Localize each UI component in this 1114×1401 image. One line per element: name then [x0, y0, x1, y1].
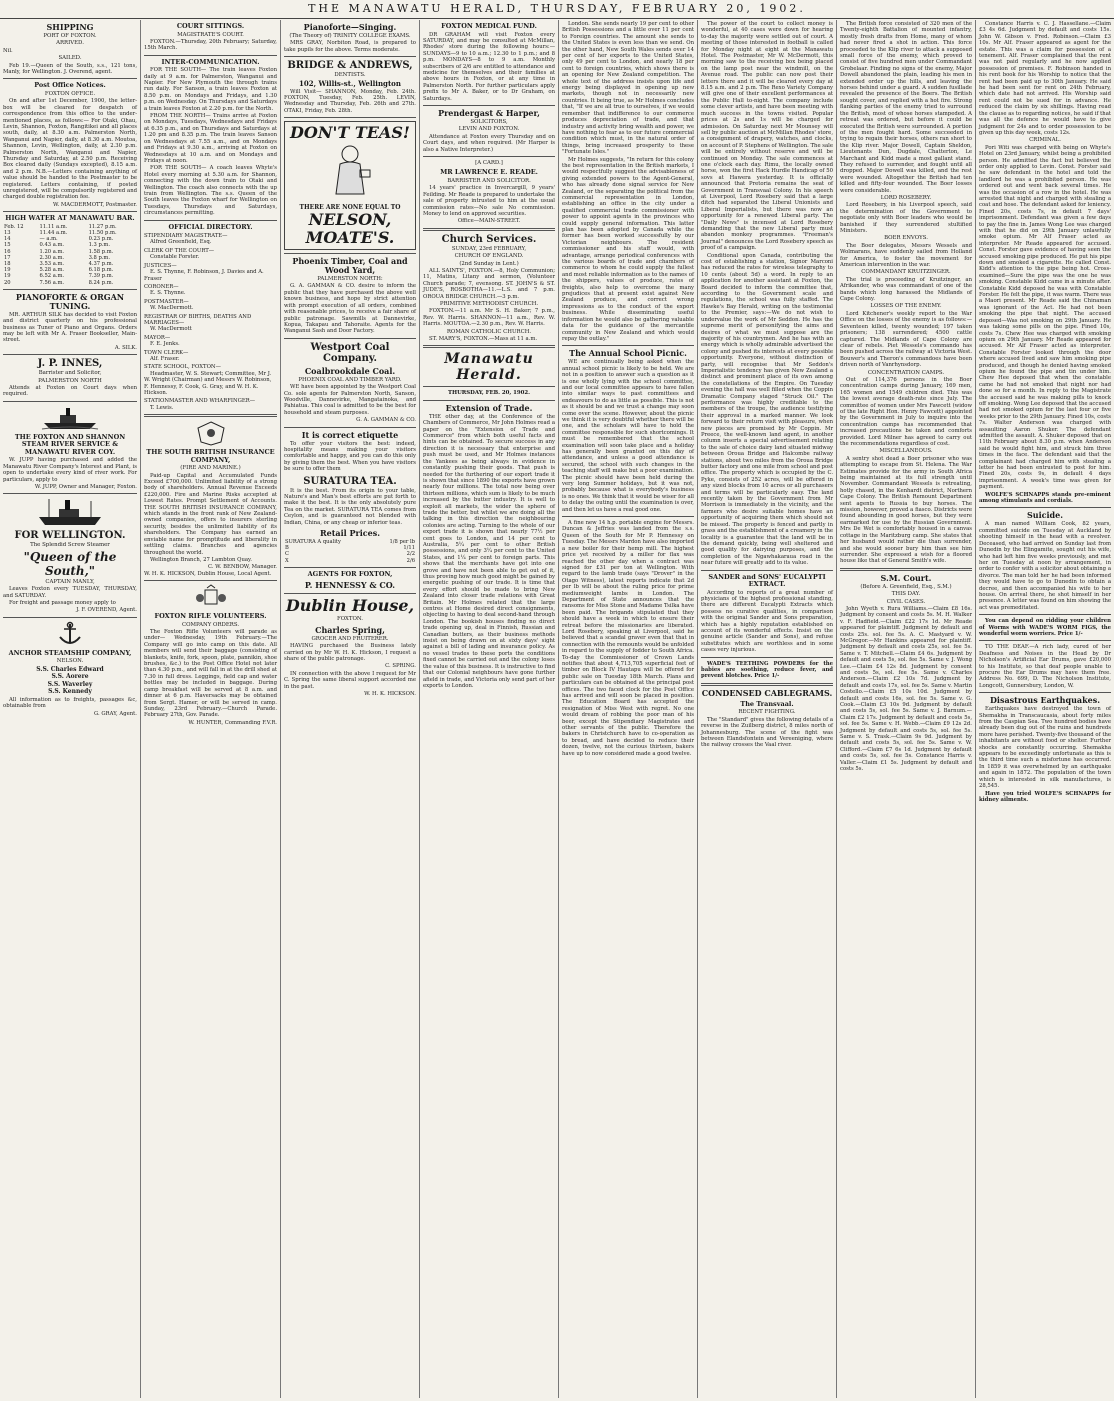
church-date: SUNDAY, 23rd FEBRUARY,	[451, 245, 527, 252]
tide-cell: 2.30 a.m.	[39, 254, 65, 261]
agents-heading: AGENTS FOR FOXTON,	[307, 569, 393, 578]
tide-cell: 4.37 p.m.	[88, 260, 114, 267]
losses-text: Lord Kitchener's weekly report to the War Office on the losses of the enemy is as follows:—Seventeen killed, twenty wounded; 197 taken prisoners; 138 surrendered; 4500 cattle captured. The Midlands of Cape Colony are clear of rebels. Piet Wessels's commando has been pushed across the railway at Victoria West. Bouwer's and Theron's commandoes have been driven north of Vanrhynsdorp.	[840, 310, 972, 369]
insurance-text: Paid-up Capital and Accumulated Funds Exceed £700,000. Unlimited liability of a strong body of shareholders. Annual Revenue Exceeds £220,000. Fire and Marine Risks accepted at Lowest Rates. Prompt Settlement of Accounts. THE SOUTH BRITISH INSURANCE COMPANY, which stands in the front rank of New Zealand-owned companies, offers to insurers sterling security, besides the unlimited liability of its shareholders. The Company has earned an enviable name for promptitude and liberality in settling claims. Branches and agencies throughout the world.	[144, 472, 277, 556]
westport-sign: G. A. GAMMAN & CO.	[356, 417, 416, 424]
sailed-label: SAILED.	[58, 55, 82, 62]
tea-advertisement	[284, 121, 416, 250]
sm-court-heading: S.M. Court.	[880, 572, 932, 583]
column-2	[140, 20, 280, 1398]
this-day: THIS DAY.	[891, 591, 921, 598]
hickson-sign: W. H. K. HICKSON.	[364, 691, 416, 697]
court-sub: MAGISTRATE'S COURT.	[177, 31, 244, 38]
arrived-nil: Nil.	[3, 47, 13, 54]
tide-cell: 13	[4, 229, 11, 236]
tide-cell: 7.56 a.m.	[39, 279, 65, 286]
tea-ad-bottom: NELSON, MOATE'S.	[305, 210, 395, 248]
suicide-heading: Suicide.	[1026, 510, 1063, 521]
anchor-sign: G. GRAY, Agent.	[94, 710, 137, 717]
tea-drinker-illustration	[320, 142, 380, 202]
retail-row	[284, 558, 416, 564]
suicide-text: A man named William Cook, 82 years, committed suicide on Tuesday at Auckland by shooting himself in the head with a revolver. Deceased, who had arrived on Sunday last from Dunedin by the Elingamite, sought out his wife, who had left him five weeks previously, and met her on Tuesday at noon by arrangement, in order to confer with a solicitor about obtaining a divorce. The man told her he had been informed they would have to go to Dunedin to obtain a decree, and then accompanied his wife to her house. On arrival there, he shot himself in her presence. A letter was found on him showing the act was premeditated.	[979, 521, 1111, 611]
directory-office: POSTMASTER—	[144, 298, 189, 305]
solicitors-sub: SOLICITORS,	[470, 118, 508, 125]
tide-cell: 20	[4, 279, 11, 286]
local-news-2: Conditional upon Canada, contributing the cost of establishing a station, Signor Marconi has reduced the rates for wireless telegraphy to 10 cents (about 5d) a word. In reply to an application for another assistant at Foxton, the Board decided to inform the committee that, according to the Government scale and regulations, the school was fully staffed. The Hawke's Bay Herald, writing on the testimonial to the Premier, says:—We do not wish to undervalue the work of Mr Seddon. He has the supreme merit of personifying the aims and desires of what we must suppose are the majority of his countrymen. And he has with an energy which is wholly admirable advertised the colony and pushed its interests at every possible opportunity. Everyone, without distinction of party, will recognise that Mr Seddon's Imperialistic tendency has given New Zealand a distinct and prominent place of its own among the constellations of the Empire. On Tuesday evening the hall was well filled when the Coppin Dramatic Company staged "Struck Oil." The performance was highly creditable to the members of the troupe, the audience testifying their approval in a marked manner. We look forward to their return visit with pleasure, when new pieces are promised by Mr Coppin. Mr Preece, the well-known land agent, in another column inserts a special advertisement relating to the sale of choice dairy land situated midway between Oroua Bridge and Halcombe railway stations, about two miles from the Oroua Bridge butter factory and one mile from school and post office. The property which is occupied by the C. Pyke, consists of 252 acres, will be offered in any sized blocks from 10 acres or all purchasers and terms will be particularly easy. The land recently taken by the Government from Mr Morrison is immediately in the vicinity, and the farmers who desire suitable homes have an opportunity of acquiring them which should not be missed. The property is fenced and partly in grass and the establishment of a creamery in the locality is a guarantee that the land will be in the demand quickly, being well sheltered and good quality for dairying purposes, and the completion of the Ngawhakaraua road in the near future will greatly add to its value.	[701, 252, 833, 567]
tide-cell: 19	[4, 273, 11, 280]
solicitors-text: Attendance at Foxton every Thursday and on Court days, and when required. (Mr Harper is also a Native Interpreter.)	[423, 133, 555, 153]
miscellaneous-text: A sentry shot dead a Boer prisoner who was attempting to escape from St. Helena. The War Estimates provide for the army in South Africa being maintained at its full strength until November. Commandant Wessels is retreating, hotly chased, in the Kenhardt district, Northern Cape Colony. The British Remount Department sent agents to Russia to buy horses. The mission, however, proved a fiasco. Districts were found abounding in good horses, but they were earmarked for use by the Russian Government. Mrs De Wet is comfortably housed in a canvas cottage in the Maritzburg camp. She states that her husband would rather die than surrender, and she would sooner bury him than see him surrender. She expressed a wish for a floored house like that of General Smith's wife.	[840, 455, 972, 565]
steamship-illustration	[35, 497, 105, 527]
cablegrams-heading: CONDENSED CABLEGRAMS.	[701, 687, 833, 698]
suratura-heading: SURATURA TEA.	[303, 475, 397, 487]
criminal-text: Pori Witi was charged with being on Whyte's Hotel on 23rd January, whilst being a prohibited person. He admitted the fact but believed the order only applied to Levin. Const. Forster said he saw defendant in the hotel and told the landlord he was a prohibited person. He was ordered out and went back several times. He was the occasion of a row in the hotel. He was arrested that night and charged with stealing a coat and hose. The defendant asked for leniency. Fined 20s, costs 7s, in default 7 days' imprisonment. Defendant was given a few days to pay the fine in. James Wong Lee was charged with that he did on 29th January unlawfully smoke opium. Mr Alf Fraser acted as interpreter. Mr Reade appeared for accused. Const. Forster gave evidence of having seen the accused smoking pipe produced. He put his pipe down and smoked a cigarette. He called Const. Kidd's attention to the pipe being hot. Cross-examined—Sure the pipe was the one he was smoking. Constable Kidd came in a minute after. Constable Kidd deposed he was with Constable Forster. He felt the pipe, it was warm. There was a Maori present. Mr Reade said the Chinaman was ignorant of the Act. He had not been smoking the pipe that night. The accused deposed—Was not smoking on 29th January. He was taking some pills on the pipe. Fined 10s, costs 7s. Chew Hee was charged with smoking opium on 29th January. Mr Reade appeared for accused. Mr Alf Fraser acted as interpreter. Constable Forster looked through the door where accused lived and saw him smoking pipe produced, and though he denied having smoked opium he found the pipe and tin under him. Chew Hee deposed that when the constable came he had not smoked that night nor had done so for a month. In reply to the Magistrate the accused said he was making pills to knock off smoking. Wong Lee deposed that the accused had not smoked opium for the last four or five weeks prior to the 29th January. Fined 10s, costs 7s. Walter Anderson was charged with assaulting Aaron Shuker. The defendant admitted the assault. A. Shuker deposed that on 11th February about 8.30 p.m. when Anderson said he would fight him, and struck him three times in the face. The defendant said that the complainant had charged him with stealing a letter he had been entrusted to post for him. Fined 20s, costs 9s, in default 4 days imprisonment. A week's time was given for payment.	[979, 144, 1111, 491]
captain-name: CAPTAIN MANLY,	[45, 578, 95, 585]
kritzinger-text: The trial is proceeding of Kruitzinger, an Afrikander, who was commandant of one of the bands which long harassed the Midlands of Cape Colony.	[840, 276, 972, 303]
tide-cell: Feb. 12	[4, 223, 24, 230]
court-text: FOXTON.—Thursday, 20th February; Saturday, 15th March.	[144, 38, 277, 52]
tide-cell: 1.3 p.m.	[88, 242, 110, 249]
ship-item: S.S. Charles Edward	[36, 665, 104, 673]
tide-cell: 3.53 a.m.	[39, 260, 65, 267]
earthquakes-heading: Disastrous Earthquakes.	[989, 695, 1101, 706]
post-office-text: On and after 1st December, 1900, the letter-box will be cleared for despatch of correspondence from this office to the under-mentioned places, as follows:— For Otaki, Ohau, Levin, Shannon, Foxton, Rangitikei and all places south, daily, at 8.30 a.m. Palmerston North, Wanganui and Napier, daily, at 8.30 a.m. Moutoa, Shannon, Levin, Wellington, daily, at 2.30 p.m. Palmerston North, Wanganui and Napier, Thursday and Saturday, at 2.50 p.m. Receiving Box cleared daily (Sundays excepted), 8.15 a.m. and 2 p.m. N.B.—Letters containing anything of value should be handed to the Postmaster to be registered. Letters containing, if posted unregistered, will be compulsorily registered and charged double registration fee.	[3, 98, 137, 201]
column-3	[280, 20, 419, 1398]
westport-heading: Westport Coal Company.	[310, 341, 390, 364]
directory-entry	[144, 398, 277, 411]
dentists-sub: DENTISTS.	[334, 72, 366, 79]
catholic-text: ST. MARY'S, FOXTON.—Mass at 11 a.m.	[429, 336, 538, 343]
from-north-text: FROM THE NORTH— Trains arrive at Foxton on Mondays, Tuesdays, Wednesdays and Fridays at 6.35 p.m., and on Thursdays and Saturdays at 1.20 pm and 8.35 p.m. The train leaves Sanson on Wednesdays at 7.55 a.m., and on Mondays and Fridays at 9.30 a.m., arriving at Foxton on Wednesdays at 10 a.m. and on Mondays and Fridays at noon.	[144, 113, 277, 164]
directory-entry	[144, 263, 277, 282]
card-label: [A CARD.]	[475, 160, 503, 166]
dentists-address: 102, Willis-st., Wellington	[299, 78, 401, 88]
for-south-text: FOR THE SOUTH— A coach leaves Whyte's Hotel every morning at 5.30 a.m. for Shannon, connecting with the down train to Otaki and Wellington. The coach also connects with the up train from Wellington. The s.s. Queen of the South leaves the Foxton wharf for Wellington on Tuesdays, Thursdays and Saturdays, circumstances permitting.	[144, 165, 277, 217]
arrived-label: ARRIVED.	[56, 40, 84, 47]
methodist-text: FOXTON.—11 a.m. Mr S. H. Baker; 7 p.m., Rev. W. Harris. SHANNON—11 a.m., Rev. W. Harris. MOUTOA.—2.30 p.m., Rev. W. Harris.	[423, 308, 555, 328]
insurance-heading: THE SOUTH BRITISH INSURANCE COMPANY,	[146, 448, 275, 464]
insurance-branch: Wellington Branch, 27 Lambton Quay.	[150, 556, 252, 563]
etiquette-heading: It is correct etiquette	[301, 429, 399, 440]
tide-cell: 18	[4, 260, 11, 267]
suratura-text: It is the best. From its origin to your table, Nature's and Man's best efforts are put forth to make it the best. It is the only absolutely pure Tea on the market. SURATURA TEA comes from Ceylon, and is guaranteed not blended with Indian, China, or any cheap or inferior teas.	[284, 487, 416, 526]
directory-holder: Alf. Fraser.	[150, 355, 180, 362]
school-picnic-heading: The Annual School Picnic.	[569, 348, 687, 359]
post-office-heading: Post Office Notices.	[34, 81, 106, 90]
tide-cell: — a.m.	[39, 236, 58, 243]
crest-icon	[194, 420, 228, 446]
innes-title: Barrister and Solicitor,	[38, 370, 102, 377]
timber-place: PALMERSTON NORTH:	[317, 276, 383, 283]
rifle-sub: COMPANY ORDERS.	[181, 621, 240, 628]
tea-ad-top: DON'T TEAS!	[290, 123, 410, 143]
directory-office: JUSTICES—	[144, 262, 177, 269]
column-7	[836, 20, 975, 1398]
dublin-house-place: FOXTON.	[336, 616, 363, 623]
local-news-1: The power of the court to collect money is wonderful, at 40 cases were down for hearing to-day the majority were settled out of court. A meeting of those interested in football is called for Monday night at eight at the Manawatu Hotel. The Postmaster, Mr W. McDermott, this morning saw to the receiving box being placed on the lamp post near the windmill, on the Avenue road. The public can now post their letters there and it will be cleared every day at 8.15 a.m. and 2 p.m. The Rexo Variety Company will give one of their excellent performances at the Public Hall to-night. The company include some clever artists, and have been meeting with much success in the towns visited. Popular prices at 2s and 1s will be charged for admission. On Saturday next Mr Mounsey will sell by public auction at McMillan Rhodes' store, a consignment of drapery, watches, and clocks, on account of P. Stephens of Wellington. The sale will be entirely without reserve and will be continued on Monday. The sale commences at one o'clock each day. Rimu, the locally owned horse, won the first Hack Hurdle Handicap of 50 sovs at Hawera yesterday. It is officially announced that Pretoria remains the seat of Government in Transvaal Colony. In his speech at Liverpool, Lord Rosebery said that a large ditch had separated the Liberal Unionists and Liberal Imperialists, but there was now an opportunity for a renewed Liberal party. The "Daily News" is incensed at Lord Rosebery demanding that the new Liberal party must abandon monkey programmes. "Freeman's Journal" denounces the Lord Rosebery speech as proof of a campaign.	[701, 21, 833, 252]
directory-entry	[144, 233, 277, 246]
tide-cell: 1.58 p.m.	[88, 248, 114, 255]
shipping-heading: SHIPPING	[46, 22, 94, 32]
tide-cell: 17	[4, 254, 11, 261]
directory-office: CORONER—	[144, 283, 179, 290]
worm-figs-ad: You can depend on ridding your children of Worms with WADE'S WORM FIGS, the wonderful worm worriers. Price 1/-	[979, 618, 1111, 637]
tide-cell: 5.28 a.m.	[39, 267, 65, 274]
timber-text: G. A. GAMMAN & CO. desire to inform the public that they have purchased the above well known business, and hope by strict attention with prompt execution of all orders, combined with reasonable prices, to receive a fair share of public patronage. Sawmills at Dannevirke, Kopua, Takapau and Tahoraite. Agents for the Wanganui Sash and Door Factory.	[284, 283, 416, 335]
ship-item: S.S. Kennedy	[48, 688, 92, 696]
directory-entry	[144, 364, 277, 396]
transvaal-heading: The Transvaal.	[740, 699, 794, 708]
camps-heading: CONCENTRATION CAMPS.	[867, 369, 945, 376]
rosebery-text: Lord Rosebery, in his Liverpool speech, said the determination of the Government to negotiate only with Boer leaders who would be banished if they surrendered stultified Ministers.	[840, 202, 972, 234]
directory-entry	[144, 284, 277, 297]
catholic-heading: ROMAN CATHOLIC CHURCH.	[446, 328, 532, 335]
tide-cell: 7.39 p.m.	[88, 273, 114, 280]
shipping-port: PORT OF FOXTON.	[43, 33, 97, 39]
etiquette-text: To offer your visitors the best: indeed, hospitality means making your visitors comfortable and happy, and you can do this only by giving them the best. When you have visitors be sure to offer them	[284, 440, 416, 473]
anchor-text: All information as to freights, passages &c, obtainable from	[3, 696, 137, 710]
directory-office: REGISTRAR OF BIRTHS, DEATHS AND MARRIAGES—	[144, 313, 252, 326]
tide-cell: 1.20 a.m.	[39, 248, 65, 255]
school-picnic-text: WE are continually being asked when the annual school picnic is likely to be held. We are not in a position to answer such a question as it is one wholly lying with the school committee, and our local committee appears to have fallen into similar ways to past committees and endeavours to do as little as possible. This is not as it should be and we trust a change may soon come over the scene. However, about the picnic we think it is very doubtful whether there will be one, and the scholars will have to hold the committee responsible for such shortcomings. It must be remembered that the school examination will soon take place and a holiday has generally been granted on this day of attendance, and unless a good attendance is secured, the school with such changes in the teaching staff will make but a poor examination. The picnic should have been held during the very long Summer holidays, but it was not, probably because what is everybody's business is no ones. We think that it would be wiser for all to delay the outing until the examination is over, and then let us have a real good one.	[562, 359, 694, 513]
issue-date: THURSDAY, FEB. 20, 1902.	[447, 390, 531, 397]
civil-cases-text: John Wyeth v. Rura Williams.—Claim £8 16s. Judgment by consent and costs 5s. M. H. Walker v. F. Hadfield.—Claim £22 17s 1d. Mr Reade appeared for plaintiff. Judgment by default and costs 25s. sol. fee 5s. A. C. Mastyard v. W. McGregor.—Mr Hankins appeared for plaintiff. Judgment by default and costs 25s, sol. fee 5s. Same v. T. Mitchell.—Claim £4 6s. Judgment by default and costs 5s, sol. fee 5s. Same v. J. Wong Lee.—Claim £4 12s 8d. Judgment by consent and costs 5s, sol. fee 5s. Same v. Charles Anderson.—Claim £2 10s 7d. Judgment by default and costs 17s, sol. fee 5s. Same v. Martin Costello.—Claim £5 10s 10d. Judgment by default and costs 16s, sol. fee 5s. Same v. G. Cook.—Claim £3 10s 9d. Judgment by default and costs 5s, sol. fee 5s. Same v. J. Barnum.—Claim £2 17s. Judgment by default and costs 5s, sol. fee 5s. Same v. H. Webb.—Claim £9 12s 2d. Judgment by default and costs 5s, sol. fee 5s. Same v. S. Trask.—Claim 9s 9d. Judgment by default and costs 5s, sol. fee 5s. Same v. W. Clifford.—Claim £7 6s 1d. Judgment by default and costs 5s, sol. fee 5s. Constance Harris v. Valler.—Claim £1 5s. Judgment by default and costs 5s.	[840, 605, 972, 773]
inter-communication-heading: INTER-COMMUNICATION.	[161, 57, 260, 66]
local-news: A fine new 14 h.p. portable engine for Messrs. Duncan & Jeffries was landed from the s.s. Queen of the South for Mr P. Hennessy on Tuesday. The Messrs Mardon have also imported a new boiler for their hemp mill. The highest price yet received by a miller for flax was reached the other day when a contract was signed for £31 per ton at Wellington. With regard to the lamb trade (says "Drover" in the Otago Witness), latest reports indicate that 2d per lb will be about the ruling price for prime mediumweight lambs in London. The Department of State announces that the ransoms for Miss Stone and Madame Tsilka have been paid. The brigands stipulated that they should have a week in which to ensure their retreat before the missionaries are liberated. Lord Rosebery, speaking at Liverpool, said he believed that a scandal graver even that that in connection with the remounts would be unfolded in regard to the supply of fodder to South Africa. To-day the Commissioner of Crown Lands notifies that about 4,713,705 superficial feet of timber on Block IV Hautapu will be offered for public sale on Tuesday 18th March. Plans and particulars can be obtained at the principal post offices. The two faced clock for the Post Office has arrived and will soon be placed in position. The Education Board has accepted the resignation of Miss West with regret. No one would dream of robbing the poor man of his beer, except the Stipendiary Magistrates and other servants of the public. Therefore the bakers in Christchurch have to co-operation as to bread, and have decided to reduce their dozen, twelve, not the curious thirteen, bakers have up to now considered made a good twelve.	[562, 520, 694, 757]
extension-heading: Extension of Trade.	[445, 402, 533, 413]
insurance-agent: W. H. K. HICKSON, Dublin House, Local Agent.	[144, 570, 272, 577]
directory-entry	[144, 248, 277, 261]
innes-place: PALMERSTON NORTH	[38, 377, 102, 384]
directory-entry	[144, 335, 277, 348]
tide-cell: 15	[4, 242, 11, 249]
retail-cell: B	[285, 545, 289, 552]
piano-tuning-sign: A. SILK.	[114, 344, 137, 351]
envoys-text: The Boer delegates, Messrs Wessels and Wolmarans, have suddenly sailed from Holland for America, to foster the movement for American intervention in the war.	[840, 242, 972, 269]
coalbrookdale-heading: Coalbrookdale Coal.	[304, 365, 396, 376]
rifle-sign: W. HUNTER, Commanding F.V.R.	[188, 719, 277, 726]
tide-cell: 11.50 p.m.	[88, 229, 117, 236]
tide-cell: 11.11 a.m.	[39, 223, 68, 230]
directory-holder: F. E. Jenks.	[150, 341, 180, 348]
spring-text: HAVING purchased the Business lately carried on by Mr W. H. K. Hickson, I request a share of the public patronage.	[284, 643, 416, 662]
anchor-icon	[55, 621, 85, 647]
retail-cell: 2/6	[406, 557, 415, 564]
directory-holder: W. MacDermott.	[150, 305, 194, 312]
directory-office: TOWN CLERK—	[144, 349, 189, 356]
ship-item: S.S. Waverley	[47, 680, 93, 688]
masthead: THE MANAWATU HERALD, THURSDAY, FEBRUARY 20, 1902.	[0, 0, 1114, 19]
freight-text: For freight and passage money apply to	[9, 600, 116, 606]
spring-sign: C. SPRING.	[385, 663, 416, 670]
newspaper-nameplate: Manawatu Herald.	[444, 351, 534, 384]
wades-teething-ad: WADE'S TEETHING POWDERS for the babies are soothing, reduce fever, and prevent blotches. Price 1/-	[701, 660, 833, 680]
tide-cell: 6.18 p.m.	[88, 267, 114, 274]
westport-text: WE have been appointed by the Westport Coal Co. sole agents for Palmerston North, Sanson, Woodville, Dannevirke, Mangatainoka, and Pahiatua. This coal is admitted to be the best for household and steam purposes.	[284, 384, 416, 416]
retail-cell: X	[285, 557, 289, 564]
insurance-manager: C. W. BENBOW, Manager.	[207, 564, 277, 571]
tide-cell: 0.43 a.m.	[39, 242, 65, 249]
freight-sign: J. F. OVEREND, Agent.	[76, 607, 137, 614]
retail-cell: 1/11	[403, 545, 415, 552]
spring-trade: GROCER AND FRUITERER.	[311, 635, 389, 642]
spring-name: Charles Spring,	[315, 624, 385, 635]
rosebery-heading: LORD ROSEBERY.	[880, 194, 932, 201]
tide-cell: 19	[4, 267, 11, 274]
church-heading: Church Services.	[441, 233, 537, 245]
tide-cell: 11.27 p.m.	[88, 223, 117, 230]
tide-table	[3, 224, 137, 286]
post-office-sign: W. MACDERMOTT, Postmaster.	[53, 201, 137, 208]
directory-holder: Constable Forster.	[150, 254, 200, 261]
column-5	[558, 20, 697, 1398]
steam-service-heading: THE FOXTON AND SHANNON STEAM RIVER SERVICE & MANAWATU RIVER COY.	[14, 432, 126, 456]
miscellaneous-heading: MISCELLANEOUS.	[879, 448, 933, 455]
directory-office: MAYOR—	[144, 334, 171, 341]
directory-holder: Headmaster, W. S. Stewart; Committee, Mr J. W. Wright (Chairman) and Messrs W. Robinson, F. Hennessy, F. Cook, G. Gray, and W. H. K. Hickson.	[144, 370, 272, 396]
directory-office: STATIONMASTER AND WHARFINGER—	[144, 398, 256, 405]
inter-communication-text: FOR THE SOUTH— The train leaves Foxton daily at 9 a.m. for Palmerston, Wanganui and Napier. For New Plymouth the through trains run daily. For Sanson, a train leaves Foxton at 8.50 p.m. on Mondays and Fridays, and 1.30 p.m. on Wednesday. On Thursdays and Saturdays a train leaves Foxton at 2.20 p.m. for the North.	[144, 67, 277, 112]
extension-continued: London. She sends nearly 19 per cent to other British Possessions and a little over 11 per cent to Foreign countries. The amount she sends to the United States is even less than we send. On the other hand, New South Wales sends over 14 per cent of her exports to the United States, only 49 per cent to London, and nearly 18 per cent to foreign countries, which shows there is an opening for New Zealand competition. The whole text of the address insists upon life and energy being displayed in opening up new markets, though not in necessarily new countries. It being true, as Mr Holmes concludes that, "If we are all true to ourselves, if we would remember that indifference to our commerce produces depreciation of trade, and that industry and activity bring wealth and power, we have nothing to fear as to our future commercial condition which must, in the natural order of things, bring increased prosperity to these "Fortunate Isles."	[562, 21, 694, 156]
column-6	[697, 20, 836, 1398]
column-8	[975, 20, 1114, 1398]
solicitors-heading: Prendergast & Harper,	[438, 107, 540, 118]
piano-tuning-text: MR. ARTHUR SILK has decided to visit Foxton and district quarterly on his professional business as Tuner of Piano and Organs. Orders may be left with Mr A. Fraser Bookseller, Main-street.	[3, 311, 137, 344]
reade-title: BARRISTER AND SOLICITOR.	[447, 177, 531, 184]
directory-office: CLERK OF THE COURT—	[144, 247, 215, 254]
envoys-heading: BOER ENVOYS.	[884, 235, 928, 242]
deaf-ad: TO THE DEAF.—A rich lady, cured of her Deafness and Noises in the Head by Dr Nicholson's Artificial Ear Drums, gave £20,000 to his Institute, so that deaf people unable to procure the Ear Drums may have them free. Address No. 699, D. The Nicholson Institute, Longcott, Gunnersbury, London, W.	[979, 644, 1111, 689]
pianoforte-sub: (The Theory of) TRINITY COLLEGE EXAMS.	[289, 33, 411, 39]
tide-cell: 8.24 p.m.	[88, 279, 114, 286]
tide-cell: 16	[4, 248, 11, 255]
dublin-house-heading: Dublin House,	[285, 596, 415, 616]
insurance-sub: (FIRE AND MARINE.)	[180, 465, 241, 472]
schnapps-ad: WOLFE'S SCHNAPPS stands pre-eminent among stimulants and cordials.	[979, 491, 1111, 505]
kritzinger-heading: COMMANDANT KRUITZINGER.	[861, 269, 951, 276]
earthquakes-text: Earthquakes have destroyed the town of Shemakha in Transcaucasia, about forty miles from the Caspian Sea. Two hundred bodies have already been dug out of the ruins and hundreds more have perished. Twenty-five thousand of the inhabitants are without food or shelter. Further shocks are constantly occurring. Shemakha appears to be exceedingly unfortunate as this is the third time such a misfortune has occurred. In 1859 it was overwhelmed by an earthquake and again in 1872. The population of the town which is interested in silk manufactures, is 28,545.	[979, 706, 1111, 790]
directory-holder: E. S. Thynne, F. Robinson, J. Davies and A. Fraser	[144, 269, 264, 282]
tide-cell: 6.52 a.m.	[39, 273, 65, 280]
civil-cases-heading: CIVIL CASES.	[886, 598, 926, 605]
steamer-illustration	[40, 405, 100, 431]
column-4	[419, 20, 558, 1398]
dentists-text: Will Visit— SHANNON, Monday, Feb. 24th. FOXTON, Tuesday, Feb. 25th. LEVIN, Wednesday and Thursday, Feb. 26th and 27th. OTAKI, Friday, Feb. 28th.	[284, 88, 416, 114]
retail-cell: 2/2	[406, 551, 415, 558]
reade-office: Office—MAIN-STREET.	[457, 218, 521, 225]
court-heading: COURT SITTINGS.	[176, 22, 245, 30]
coat-of-arms-icon	[194, 584, 228, 610]
steam-service-text: W. JUPP having purchased and added the Manawatu River Company's Interest and Plant, is open to undertake every kind of river work. For particulars, apply to	[3, 457, 137, 483]
queen-of-the-south: "Queen of the South,"	[23, 549, 117, 578]
column-1	[0, 20, 140, 1398]
tide-cell: 0.23 p.m.	[88, 236, 114, 243]
anchor-nelson: NELSON.	[56, 658, 84, 665]
rifle-heading: FOXTON RIFLE VOLUNTEERS.	[154, 612, 267, 621]
ship-list	[3, 666, 137, 696]
retail-cell: 1/8 per lb	[389, 539, 415, 546]
ship-item: S.S. Aorere	[51, 673, 89, 681]
losses-heading: LOSSES OF THE ENEMY.	[870, 303, 942, 310]
leaves-text: Leaves Foxton every TUESDAY, THURSDAY, and SATURDAY.	[3, 586, 137, 599]
recent-fighting-text: The "Standard" gives the following details of a reverse in the Zuilberg district, 8 miles north of Johannesburg. The scene of the fight was between Elandsfontein and Vereeniging, where the railway crosses the Vaal river.	[701, 716, 833, 749]
tide-row	[3, 280, 137, 286]
piano-tuning-heading: PIANOFORTE & ORGAN TUNING.	[15, 291, 125, 311]
methodist-heading: PRIMITIVE METHODIST CHURCH.	[439, 301, 539, 307]
church-of-england: CHURCH OF ENGLAND.	[454, 253, 524, 260]
post-office-sub: FOXTON OFFICE.	[44, 90, 96, 97]
sm-court-sub: (Before A. Greenfield, Esq., S.M.)	[860, 583, 952, 590]
tea-ad-mid: THERE ARE NONE EQUAL TO	[299, 203, 401, 211]
innes-text: Attends at Foxton on Court days when required.	[3, 385, 137, 398]
dentists-heading: BRIDGE & ANDREWS,	[287, 60, 413, 72]
tide-cell: 3.8 p.m.	[88, 254, 110, 261]
pianoforte-text: MRS GRAY, Norbiton Road, is prepared to take pupils for the above. Terms moderate.	[284, 40, 416, 53]
tide-heading: HIGH WATER AT MANAWATU BAR.	[5, 214, 135, 223]
directory-holder: E. S. Thynne.	[150, 290, 186, 297]
agents-name: P. HENNESSY & CO.	[304, 580, 396, 591]
medical-fund-heading: FOXTON MEDICAL FUND.	[441, 22, 537, 30]
directory-entry	[144, 350, 277, 363]
sander-text: According to reports of a great number of physicians of the highest professional standing, there are different Eucalypti Extracts which possess no curative qualities, in comparison with the original Sander and Sons preparation, which has a highly reputation established on account of its wonderful effects. Insist on the genuine article (Sander and Sons), and refuse substitutes which are worthless and in some cases very injurious.	[701, 589, 833, 654]
steam-service-sign: W. JUPP, Owner and Manager, Foxton.	[34, 483, 137, 490]
directory-list	[144, 233, 277, 411]
medical-fund-text: DR GRAHAM will visit Foxton every SATURDAY, and may be consulted at McMillan, Rhodes' store during the following hours:— SUNDAYS—9 to 10 a.m.; 12.30 to 1 p.m.; and 8 p.m. MONDAYS—8 to 9 a.m. Monthly subscribers of 2/6 are entitled to attendance and medicine for themselves and their families at above hours in Foxton, or at any time in Palmerston North. For further particulars apply prefix to Mr A. Baker, or to Dr Graham, on Saturdays.	[423, 31, 555, 102]
fighting-continued: The British force consisted of 320 men of the Twenty-eighth Battalion of mounted infantry, mostly fresh drafts from Home, many of whom had never fired a shot in action. This force proceeded to the Klip river to attack a supposed small force of the enemy, which proved to consist of five hundred men under Commandant Grobelaar. Finding no signs of the enemy, Major Dowell abandoned the plain, leading his men in extended order up the hills, and leaving the horses behind under a guard. A sudden fusillade revealed the presence of the Boers. The British sought cover, and replied with a hot fire. Strong flanking parties of the enemy tried to surround the British, most of whose horses stampeded. A retreat was ordered, but before it could be executed the British were surrounded. A portion of the men fought hard. Some succeeded in trying to regain their horses, others ran short to the Klip river. Major Dowell, Captain Sheldon, Lieutenants Dun, Dugdale, Chatterton, Le Marchant and Kidd made a most gallant stand. They refused to surrender, and fought until all dropped. Major Dowell was killed, and the rest were wounded. Altogether the British had ten killed and fifty-four wounded. The Boer losses were considerable.	[840, 21, 972, 194]
wellington-heading: FOR WELLINGTON.	[14, 530, 126, 542]
pianoforte-heading: Pianoforte—Singing.	[303, 22, 397, 32]
recent-fighting-heading: RECENT FIGHTING.	[738, 709, 796, 716]
retail-cell: C	[285, 551, 289, 558]
phoenix-yard: PHOENIX COAL AND TIMBER YARD.	[298, 376, 402, 383]
sander-heading: SANDER and SONS' EUCALYPTI EXTRACT.	[708, 572, 826, 589]
reade-text: 14 years' practice in Invercargill, 9 years' Feilding. Mr Reade is prepared to undertake the sale of property intrusted to him at the usual commission rates—No sale No commission. Money to lend on approved securities.	[423, 185, 555, 217]
directory-office: STIPENDIARY MAGISTRATE—	[144, 233, 228, 240]
rifle-text: The Foxton Rifle Volunteers will parade as under— Wednesday, 19th February.—The Company will go into camp on this date. All members will send their baggage (consisting of blankets, knife, fork, spoon, plate, pannikin, shoe brushes, &c.) to the Post Office Hotel not later than 4.30 p.m., and will fall in at the drill shed at 7.30 in full dress. Leggings, field cap and water bottles may be included in baggage. During camp breakfast will be served at 8 a.m. and dinner at 6 p.m. Haversacks may be obtained from Sergt. Hamer, or will be served in camp. Sunday, 23rd February.—Church Parade. February 27th, Gov. Parade.	[144, 629, 277, 719]
directory-office: STATE SCHOOL, FOXTON—	[144, 364, 221, 371]
camps-text: Out of 114,376 persons in the Boer concentration camps during January, 169 men, 165 women and 1549 children died. This was the lowest average death-rate since July. The committee of women under Mrs Fawcett (widow of the late Right Hon. Henry Fawcett) appointed by the Government in July to inquire into the concentration camps has recommended that increased precautions be taken and comforts provided. Lord Milner has agreed to carry out the recommendations regardless of cost.	[840, 376, 972, 447]
criminal-heading: CRIMINAL.	[1029, 137, 1061, 144]
sailed-text: Feb 19.—Queen of the South, s.s., 121 tons, Manly, for Wellington. J. Overend, agent.	[3, 62, 137, 76]
steamer-sub: The Splendid Screw Steamer	[30, 542, 110, 549]
holmes-suggestion: Mr Holmes suggests, "In return for this colony the best representation in the British markets, I would respectfully suggest the advisableness of giving extended powers to the Agent-General, who has already done signal service for New Zealand, or the separating the political from the commercial representation in London, establishing an office in the city under a qualified commercial trade commissioner with power to appoint agents in the provinces who could supply general information. This latter plan has been adopted by Canada while the former has been worked successfully by our Victorian neighbours. The resident commissioner and his staff would, with advantage, arrange periodical conferences with the various boards of trade and chambers of commerce to whom he could supply the fullest and most reliable information as to the names of the shippers, values of produce, rates of freights, also help to overcome the many prejudices that at present exist against New Zealand produce, and correct wrong impressions as to the conduct of the export business. While disseminating useful information he would also be gathering valuable data for the guidance of the mercantile community in New Zealand and which would repay the outlay."	[562, 156, 694, 342]
retail-prices-heading: Retail Prices.	[320, 528, 380, 539]
directory-holder: Alfred Greenfield, Esq.	[150, 239, 212, 246]
directory-holder: W. MacDermott	[150, 326, 192, 333]
directory-holder: T. Lewis.	[150, 404, 174, 411]
tide-cell: 11.44 a.m.	[39, 229, 68, 236]
directory-entry	[144, 299, 277, 312]
reade-name: MR LAWRENCE E. READE.	[440, 168, 538, 177]
anchor-company-heading: ANCHOR STEAMSHIP COMPANY,	[8, 648, 132, 657]
timber-heading: Phoenix Timber, Coal and Wood Yard,	[292, 256, 408, 276]
official-directory-heading: OFFICIAL DIRECTORY.	[168, 222, 253, 231]
hickson-text: IN connection with the above I request for Mr C. Spring the same liberal support accorded me in the past.	[284, 670, 416, 690]
schnapps-kidney-ad: Have you tried WOLFE'S SCHNAPPS for kidney ailments.	[979, 790, 1111, 803]
church-text: ALL SAINTS', FOXTON.—8, Holy Communion; 11, Matins, Litany and sermon, (Volunteer Church parade; 7, evensong. ST. JOHN'S & ST. JUDE'S, ROSBOTHA—11.—L.S. and 7 p.m. OROUA BRIDGE CHURCH.—3 p.m.	[423, 267, 555, 300]
civil-cases-continued: Constance Harris v. C. J. Hassellane.—Claim £3 4s 6d. Judgment by default and costs 15s. John W. Gibson v. Fred. Robinson.—Claim £3 10s. Mr Alf. Fraser appeared as agent for the estate. This was a claim for possession of a tenement. Alf. Fraser complained that the rent was not paid regularly and he now applied possession of premises. F. Robinson handed in his rent book for his Worship to notice that the rent had been paid up to 30th January. He said he had been sent for rent on 24th February, which date had not arrived. His Worship said rent could not be sued for in advance. He reduced the claim by six shillings. Having read the clause as to regarding notices, he said if that was all the defence he would have to give judgment for 24s and to order possession to be given up this day week, costs 12s.	[979, 21, 1111, 136]
solicitors-place: LEVIN AND FOXTON.	[458, 126, 520, 133]
innes-name: J. P. INNES,	[37, 358, 103, 370]
tide-cell: 14	[4, 236, 11, 243]
lent-sunday: (2nd Sunday in Lent.)	[459, 260, 519, 267]
extension-text: THE other day, at the Conference of the Chambers of Commerce, Mr John Holmes read a paper on the "Extension of Trade and Commerce" from which both useful facts and hints can be obtained. To secure success in any direction it is necessary that enterprise and push must be used, and Mr Holmes instances the Yankees as being always in evidence in constantly pushing their goods. That push is needed for the furthering of our export trade it is shown that since 1890 the exports have grown nearly four millions. The total now being over thirteen millions, which sum is likely to be much increased by the butter industry. It is well to exploit all markets, the wider the sphere of trade the better, but whilst we are doing all the talking in this direction the neighbouring colonies are acting. Turning to the whole of our export trade it is shown that nearly 77½ per cent goes to London, and 14 per cent to Australia, 5¼ per cent to other British possessions, and only 3¼ per cent to the United States, and 1¼ per cent to foreign parts. This shows that the merchants have got into one grove and have not been able to get out of it, thus proving how much good might be gained by energetic pushing of our trade. It is time that every effort should be made to bring New Zealand into closer trade relations with Great Britain. Mr Holmes related that the large centres at Home desired direct consignments, objecting to having to deal second-hand through London. The bookish houses finding no direct trade opening up, deal in Finnish, Russian and Canadian butters, as their business methods insist on being drawn on at sixty days' sight against a bill of lading and insurance policy. As no vessel trades to these ports the conditions fixed cannot be carried out and the colony loses the value of this business. It is instructive to find that our Colonial neighbours have gone further afield in trade, and Victoria only send part of her exports to London.	[423, 413, 555, 689]
retail-cell: SURATURA A quality	[285, 539, 341, 546]
retail-prices-table	[284, 539, 416, 564]
directory-entry	[144, 314, 277, 333]
